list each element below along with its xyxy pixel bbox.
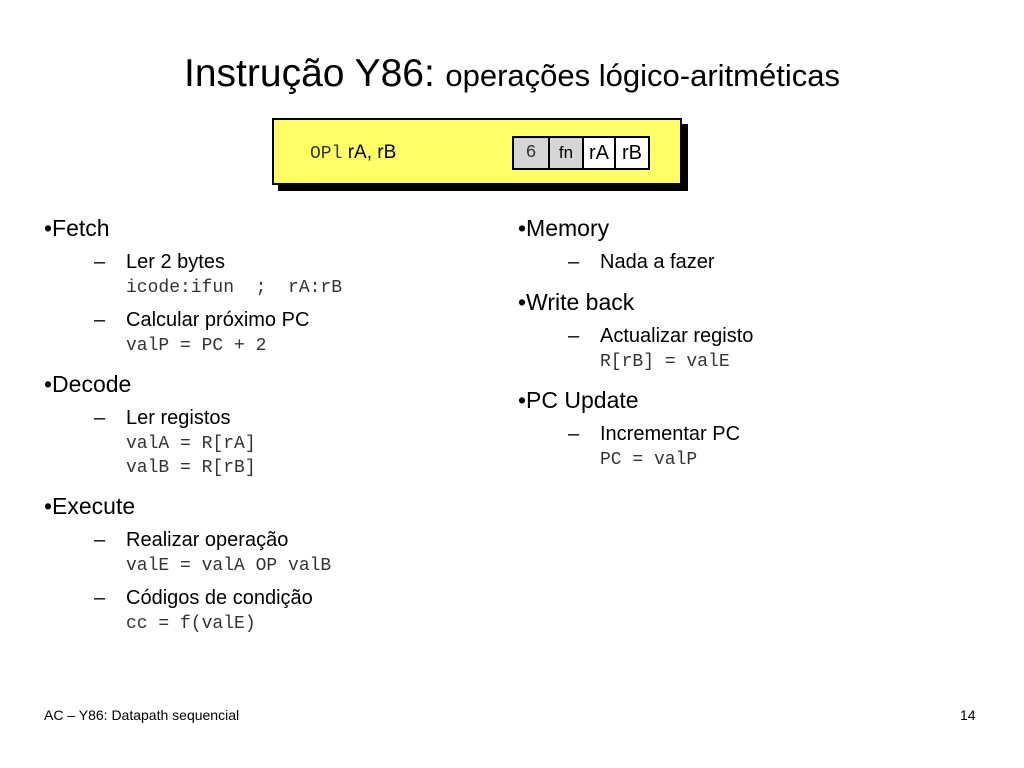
encoding-fn-cell: fn — [548, 138, 582, 168]
slide-title-main: Instrução Y86: — [184, 52, 435, 95]
step-label: Nada a fazer — [600, 251, 715, 273]
stage-section — [44, 368, 342, 480]
step-code: valE = valA OP valB — [126, 556, 332, 576]
stage-heading: •Decode — [44, 371, 132, 397]
encoding-icode-cell: 6 — [514, 138, 548, 168]
step-code: valB = R[rB] — [126, 458, 256, 478]
encoding-rb-cell: rB — [614, 138, 648, 168]
step-label: Calcular próximo PC — [126, 309, 310, 331]
dash-marker: – — [94, 529, 106, 551]
footer-text: AC – Y86: Datapath sequencial — [44, 707, 240, 723]
step-label: Realizar operação — [126, 529, 289, 551]
stage-section — [518, 212, 753, 276]
instruction-encoding — [512, 136, 650, 170]
dash-marker: – — [94, 407, 106, 429]
step-label: Ler 2 bytes — [126, 251, 225, 273]
stage-step — [94, 404, 342, 480]
stage-section — [44, 212, 342, 358]
step-label: Ler registos — [126, 407, 231, 429]
page-number: 14 — [960, 707, 976, 723]
step-code: valA = R[rA] — [126, 434, 256, 454]
slide-title-sub: operações lógico-aritméticas — [445, 58, 840, 93]
stage-step — [94, 584, 342, 636]
stage-section — [518, 384, 753, 472]
encoding-ra-cell: rA — [582, 138, 614, 168]
stage-heading: •Fetch — [44, 215, 110, 241]
step-code: valP = PC + 2 — [126, 336, 267, 356]
step-code: R[rB] = valE — [600, 352, 730, 372]
slide-title — [0, 50, 1024, 100]
step-label: Códigos de condição — [126, 587, 313, 609]
instruction-box — [272, 118, 682, 185]
instruction-mnemonic: OPl — [310, 144, 343, 164]
dash-marker: – — [94, 309, 106, 331]
stage-heading: •PC Update — [518, 387, 639, 413]
stage-step — [568, 248, 753, 276]
dash-marker: – — [568, 325, 580, 347]
step-code: cc = f(valE) — [126, 614, 256, 634]
stage-heading: •Memory — [518, 215, 610, 241]
stage-step — [568, 420, 753, 472]
stage-heading: •Write back — [518, 289, 635, 315]
dash-marker: – — [568, 251, 580, 273]
stage-heading: •Execute — [44, 493, 136, 519]
stage-step — [568, 322, 754, 374]
step-label: Actualizar registo — [600, 325, 754, 347]
instruction-syntax — [310, 142, 396, 164]
stage-section — [44, 490, 342, 636]
instruction-operands: rA, rB — [347, 142, 397, 163]
dash-marker: – — [94, 251, 106, 273]
stage-step — [94, 248, 343, 300]
stage-step — [94, 306, 342, 358]
left-column — [44, 212, 342, 646]
stage-section — [518, 286, 753, 374]
right-column — [518, 212, 753, 482]
step-label: Incrementar PC — [600, 423, 741, 445]
step-code: PC = valP — [600, 450, 698, 470]
dash-marker: – — [568, 423, 580, 445]
dash-marker: – — [94, 587, 106, 609]
step-code: icode:ifun ; rA:rB — [126, 278, 343, 298]
stage-step — [94, 526, 342, 578]
